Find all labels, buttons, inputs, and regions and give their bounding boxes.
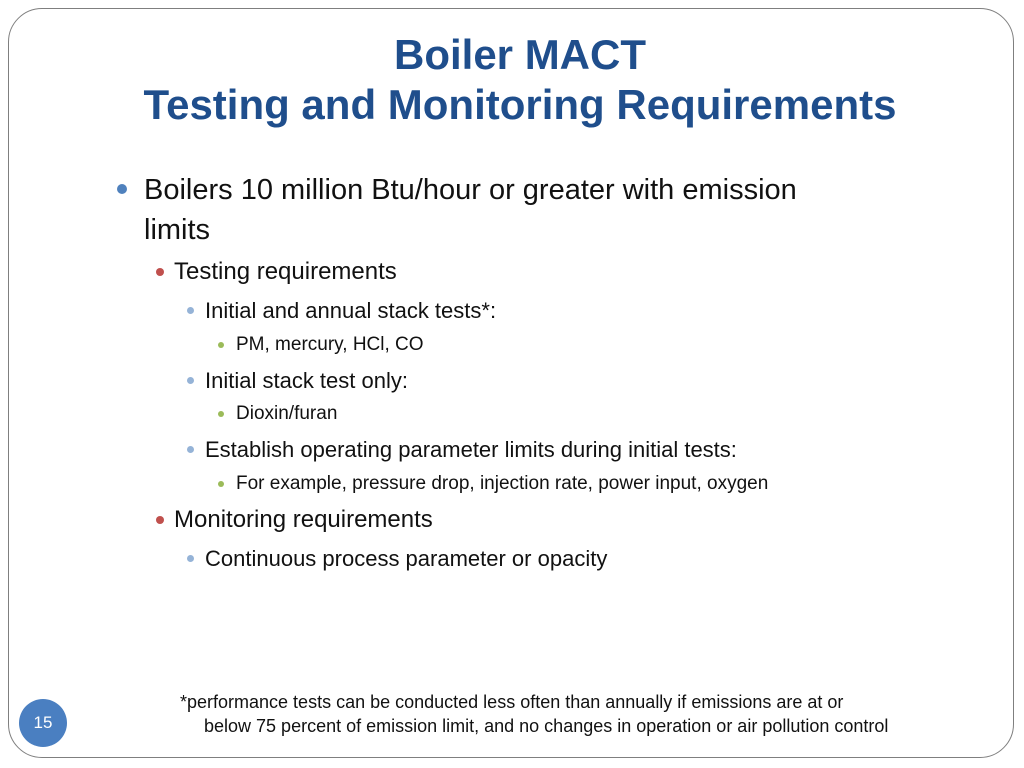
bullet-level3: Continuous process parameter or opacity xyxy=(205,546,608,571)
bullet-dot xyxy=(187,307,194,314)
bullet-level2: Testing requirements xyxy=(174,258,397,285)
title-line-1: Boiler MACT xyxy=(394,31,646,78)
bullet-dot xyxy=(187,446,194,453)
bullet-dot xyxy=(117,184,127,194)
bullet-level2: Monitoring requirements xyxy=(174,506,433,533)
bullet-dot xyxy=(187,377,194,384)
bullet-level4: Dioxin/furan xyxy=(236,403,338,424)
bullet-dot xyxy=(156,268,164,276)
bullet-dot xyxy=(187,555,194,562)
bullet-level4: For example, pressure drop, injection rate, power input, oxygen xyxy=(236,473,769,494)
bullet-dot xyxy=(218,342,224,348)
bullet-level3: Initial stack test only: xyxy=(205,368,408,393)
bullet-dot xyxy=(156,516,164,524)
footnote-line-2: below 75 percent of emission limit, and no changes in operation or air pollution control xyxy=(204,716,889,736)
bullet-level3: Initial and annual stack tests*: xyxy=(205,298,497,323)
bullet-level4: PM, mercury, HCl, CO xyxy=(236,334,424,355)
bullet-text-line-2: limits xyxy=(144,214,211,246)
bullet-dot xyxy=(218,481,224,487)
bullet-dot xyxy=(218,411,224,417)
title-line-2: Testing and Monitoring Requirements xyxy=(143,81,897,128)
footnote-line-1: *performance tests can be conducted less often than annually if emissions are at or xyxy=(180,692,844,712)
footnote xyxy=(180,690,980,738)
page-number: 15 xyxy=(19,699,67,747)
bullet-text-line-1: Boilers 10 million Btu/hour or greater with emission xyxy=(144,174,797,206)
bullet-level3: Establish operating parameter limits during initial tests: xyxy=(205,437,737,462)
slide-title xyxy=(0,30,1024,130)
bullet-level1 xyxy=(144,170,797,250)
